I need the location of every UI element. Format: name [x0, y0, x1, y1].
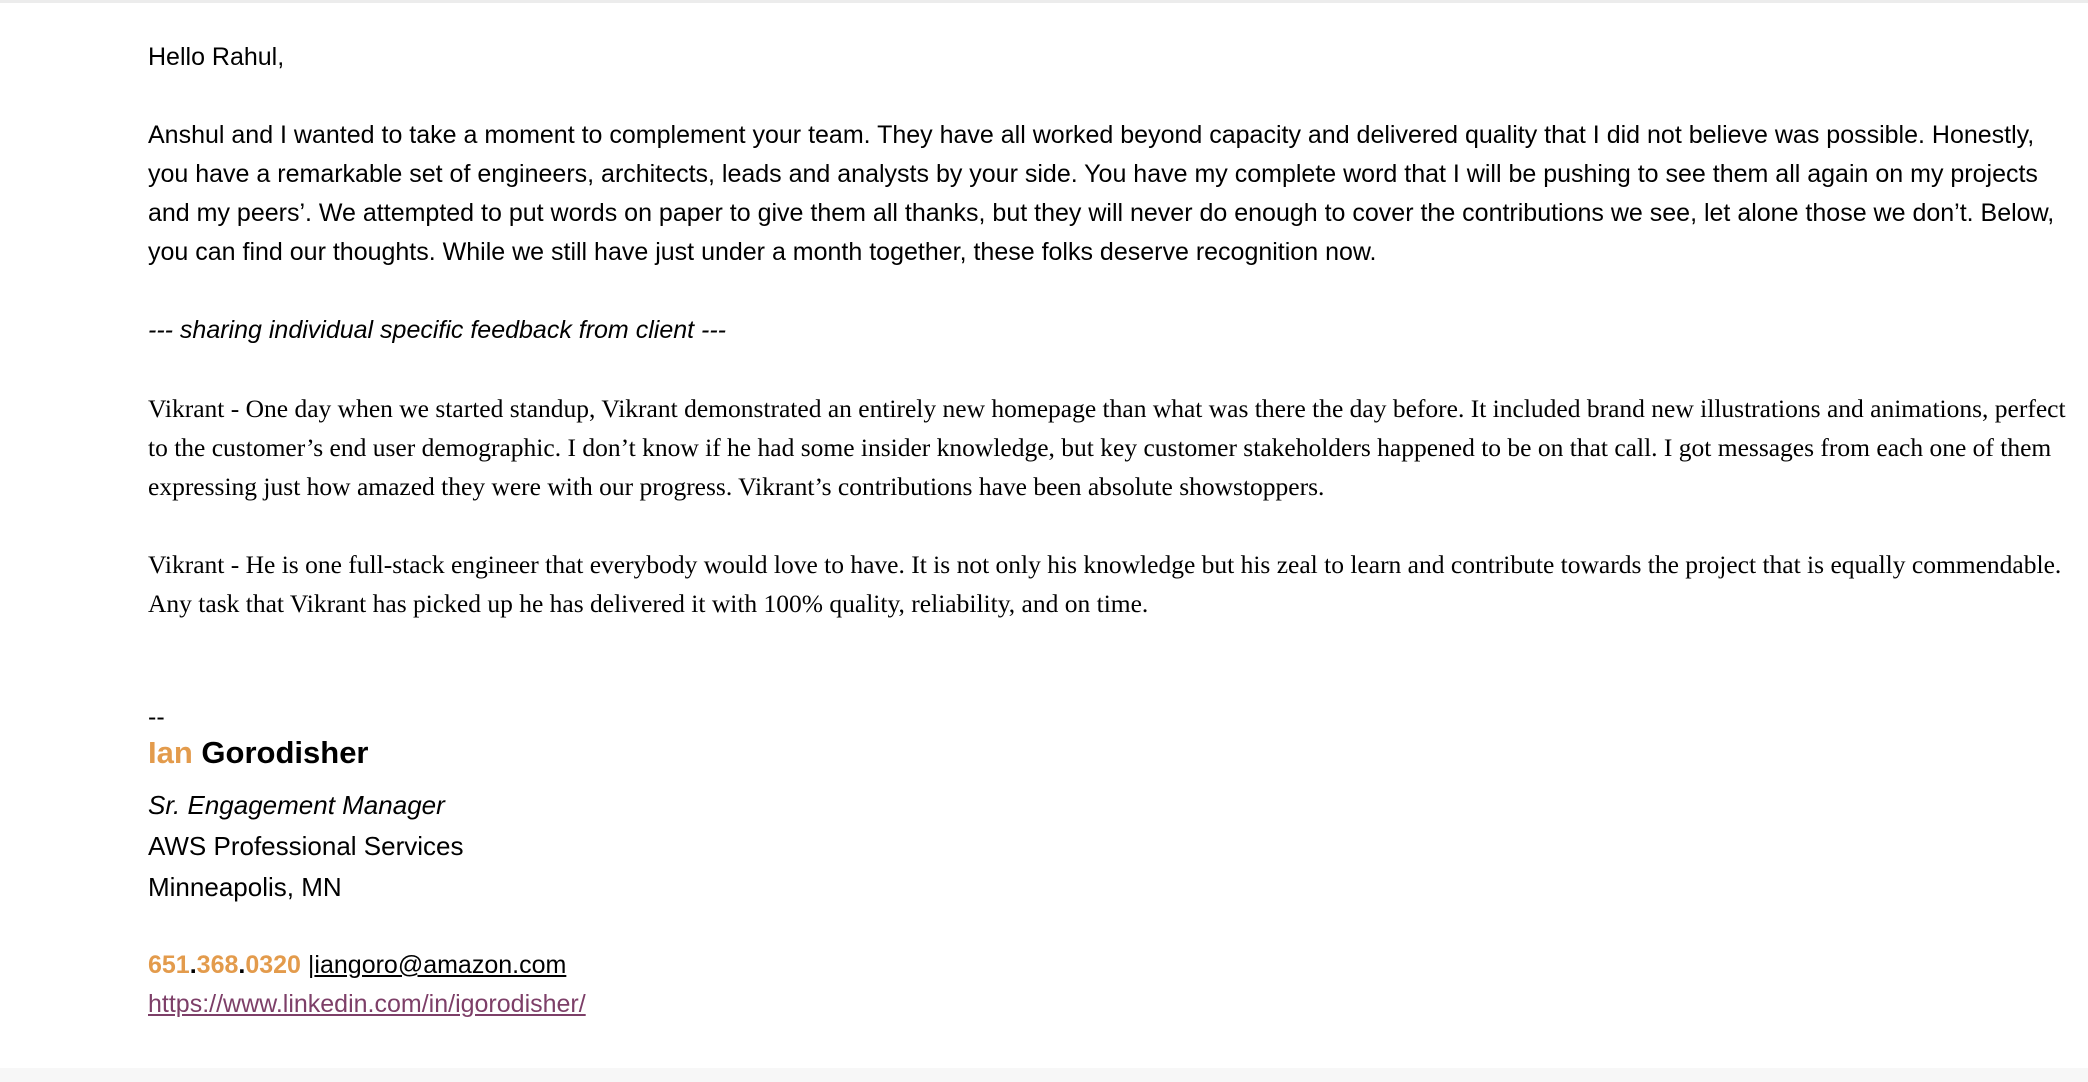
signature-location: Minneapolis, MN [148, 872, 342, 902]
phone-line-number: 0320 [245, 951, 301, 979]
spacer [148, 662, 2068, 701]
signature-company: AWS Professional Services [148, 831, 464, 861]
bottom-edge [0, 1068, 2088, 1082]
email-signature [148, 701, 2068, 1024]
signature-separator: -- [148, 703, 165, 731]
greeting: Hello Rahul, [148, 43, 285, 71]
intro-paragraph: Anshul and I wanted to take a moment to complement your team. They have all worked beyond capacity and delivered quality that I did not believe was possible. Honestly, you have a remarkable set of engineers, architects, leads and analysts by your side. You have my complete word that I will be pushing to see them all again on my projects and my peers’. We attempted to put words on paper to give them all thanks, but they will never do enough to cover the contributions we see, let alone those we don’t. Below, you can find our thoughts. While we still have just under a month together, these folks deserve recognition now. [148, 121, 2055, 266]
phone-area-code: 651 [148, 951, 190, 979]
email-body [148, 38, 2068, 1024]
email-link[interactable]: iangoro@amazon.com [314, 951, 567, 979]
top-divider [0, 0, 2088, 3]
signature-last-name: Gorodisher [201, 735, 369, 770]
signature-first-name: Ian [148, 735, 193, 770]
feedback-divider-note: --- sharing individual specific feedback from client --- [148, 316, 726, 344]
linkedin-link[interactable]: https://www.linkedin.com/in/igorodisher/ [148, 990, 586, 1018]
feedback-paragraph: Vikrant - He is one full-stack engineer that everybody would love to have. It is not only his knowledge but his zeal to learn and contribute towards the project that is equally commendable. Any task that Vikrant has picked up he has delivered it with 100% quality, reliability, and on time. [148, 550, 2062, 618]
signature-contact-line [148, 946, 2068, 985]
signature-title: Sr. Engagement Manager [148, 790, 445, 820]
spacer [148, 908, 2068, 946]
linkedin-line [148, 985, 2068, 1024]
signature-name [148, 733, 2068, 773]
phone-separator: . [238, 951, 246, 979]
phone-prefix: 368 [196, 951, 239, 979]
phone-separator: . [189, 951, 197, 979]
feedback-paragraph: Vikrant - One day when we started standup, Vikrant demonstrated an entirely new homepage than what was there the day before. It included brand new illustrations and animations, perfect to the customer’s end user demographic. I don’t know if he had some insider knowledge, but key customer stakeholders happened to be on that call. I got messages from each one of them expressing just how amazed they were with our progress. Vikrant’s contributions have been absolute showstoppers. [148, 394, 2066, 501]
contact-pipe: | [307, 951, 315, 979]
